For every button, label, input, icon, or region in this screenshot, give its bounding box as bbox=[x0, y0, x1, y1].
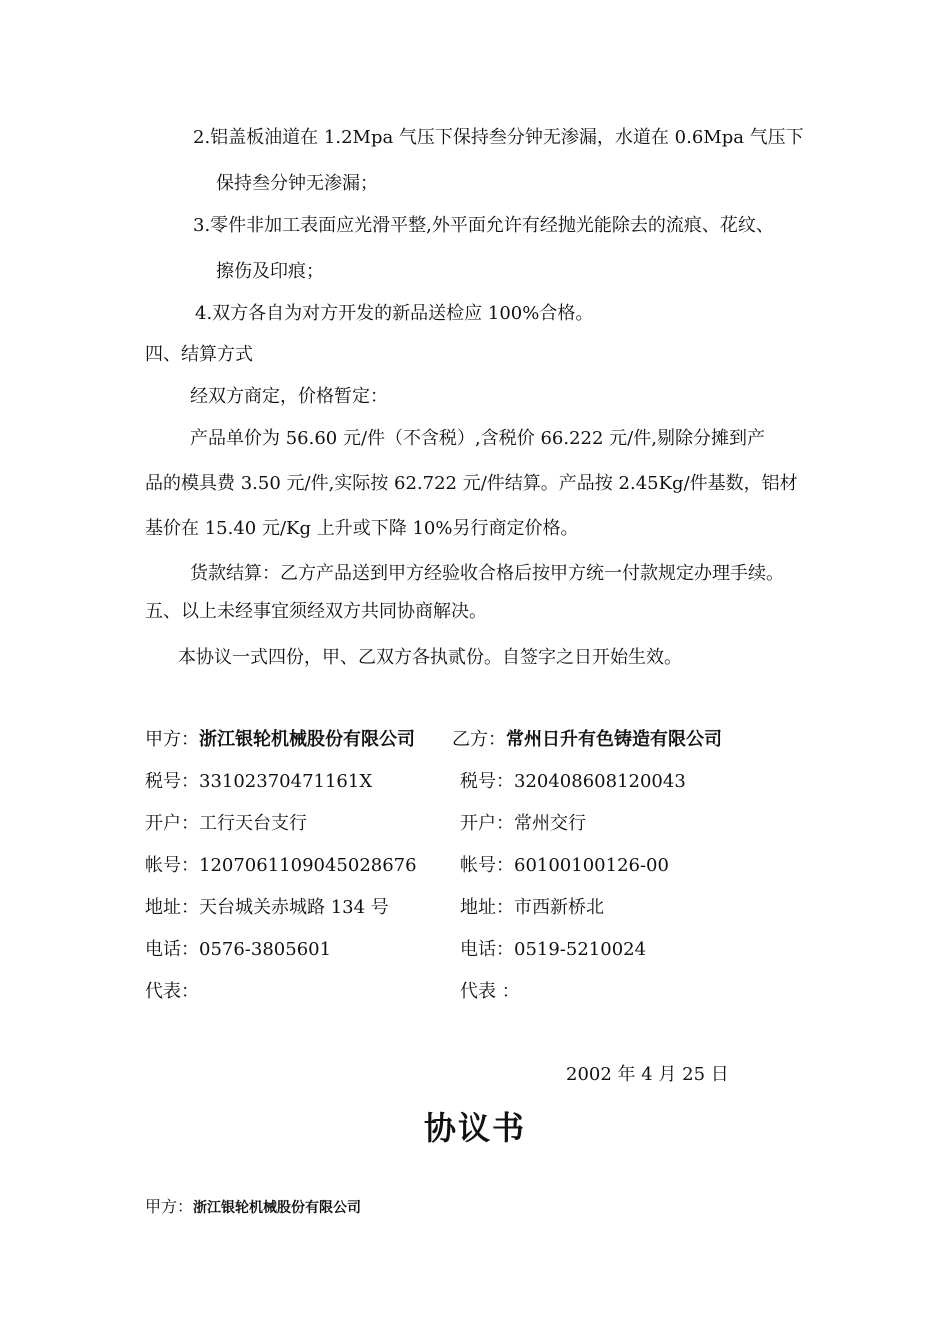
price-line-2: 品的模具费 3.50 元/件,实际按 62.722 元/件结算。产品按 2.45Kg/件基数，铝材 bbox=[145, 473, 798, 494]
party-a-tax: 税号：33102370471161X bbox=[145, 771, 373, 792]
clause-2-line-2: 保持叁分钟无渗漏； bbox=[216, 173, 378, 194]
party-b-bank: 开户：常州交行 bbox=[460, 813, 586, 834]
clause-3-line-2: 擦伤及印痕； bbox=[216, 261, 324, 282]
agreement-title: 协议书 bbox=[423, 1109, 526, 1147]
payment-terms: 货款结算：乙方产品送到甲方经验收合格后按甲方统一付款规定办理手续。 bbox=[190, 563, 784, 584]
next-party-a-name: 浙江银轮机械股份有限公司 bbox=[193, 1200, 362, 1216]
party-b-name: 常州日升有色铸造有限公司 bbox=[506, 729, 722, 750]
party-b-label: 乙方： bbox=[452, 729, 506, 750]
settlement-heading: 四、结算方式 bbox=[145, 344, 253, 365]
party-a-address: 地址：天台城关赤城路 134 号 bbox=[145, 897, 389, 918]
party-b-phone: 电话：0519-5210024 bbox=[460, 939, 647, 960]
signing-date: 2002 年 4 月 25 日 bbox=[566, 1064, 729, 1085]
party-b-account: 帐号：60100100126-00 bbox=[460, 855, 669, 876]
party-b-heading bbox=[452, 728, 722, 752]
party-b-tax: 税号：320408608120043 bbox=[460, 771, 686, 792]
price-line-1: 产品单价为 56.60 元/件（不含税）,含税价 66.222 元/件,剔除分摊到产 bbox=[190, 428, 765, 449]
party-a-account: 帐号：1207061109045028676 bbox=[145, 855, 417, 876]
next-party-a-label: 甲方： bbox=[145, 1197, 194, 1216]
clause-4: 4.双方各自为对方开发的新品送检应 100%合格。 bbox=[195, 303, 594, 324]
section-5: 五、以上未经事宜须经双方共同协商解决。 bbox=[145, 601, 487, 622]
closing-statement: 本协议一式四份，甲、乙双方各执贰份。自签字之日开始生效。 bbox=[178, 647, 682, 668]
party-a-name: 浙江银轮机械股份有限公司 bbox=[199, 729, 415, 750]
party-b-rep: 代表 ： bbox=[460, 981, 520, 1002]
party-a-phone: 电话：0576-3805601 bbox=[145, 939, 332, 960]
next-party-a-heading bbox=[145, 1196, 361, 1219]
clause-2-line-1: 2.铝盖板油道在 1.2Mpa 气压下保持叁分钟无渗漏，水道在 0.6Mpa 气压下 bbox=[193, 127, 804, 148]
price-line-3: 基价在 15.40 元/Kg 上升或下降 10%另行商定价格。 bbox=[145, 518, 579, 539]
clause-3-line-1: 3.零件非加工表面应光滑平整,外平面允许有经抛光能除去的流痕、花纹、 bbox=[193, 215, 774, 236]
party-a-label: 甲方： bbox=[145, 729, 199, 750]
party-a-bank: 开户：工行天台支行 bbox=[145, 813, 307, 834]
party-b-address: 地址：市西新桥北 bbox=[460, 897, 604, 918]
party-a-heading bbox=[145, 728, 415, 752]
settlement-intro: 经双方商定，价格暂定： bbox=[190, 386, 388, 407]
party-a-rep: 代表： bbox=[145, 981, 199, 1002]
